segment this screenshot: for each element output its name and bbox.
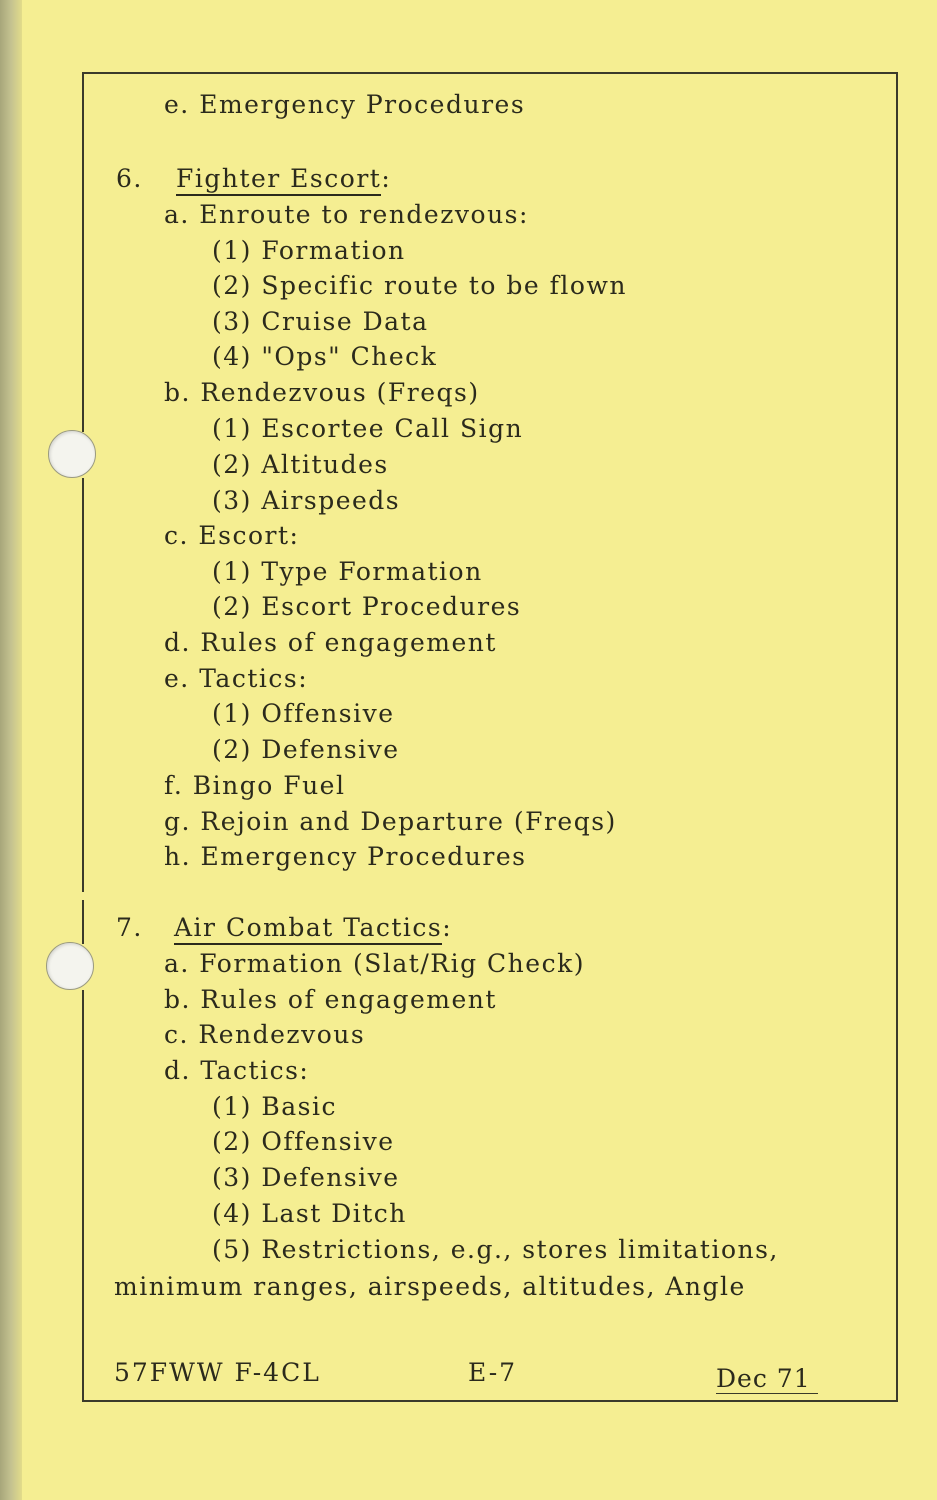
outline-item: b. Rendezvous (Freqs) [164, 378, 480, 407]
heading-colon: : [442, 913, 453, 942]
outline-item: h. Emergency Procedures [164, 842, 527, 871]
footer-doc-id: 57FWW F-4CL [114, 1358, 321, 1387]
outline-item: (3) Cruise Data [212, 307, 429, 336]
outline-item: (2) Altitudes [212, 450, 389, 479]
border-segment [82, 990, 84, 1400]
outline-item: e. Tactics: [164, 664, 309, 693]
outline-item: (5) Restrictions, e.g., stores limitations, [212, 1235, 779, 1264]
footer-date-rule [716, 1393, 818, 1394]
outline-item: b. Rules of engagement [164, 985, 497, 1014]
footer-date: Dec 71 [716, 1364, 811, 1393]
outline-item: (1) Basic [212, 1092, 337, 1121]
binding-edge [0, 0, 22, 1500]
outline-item: (2) Defensive [212, 735, 400, 764]
outline-item: (4) "Ops" Check [212, 342, 438, 371]
outline-item: f. Bingo Fuel [164, 771, 346, 800]
outline-item: 7. [116, 913, 143, 942]
outline-item: g. Rejoin and Departure (Freqs) [164, 807, 617, 836]
border-segment [82, 478, 84, 892]
outline-item: 6. [116, 164, 143, 193]
section-heading [174, 913, 452, 943]
outline-item: (2) Specific route to be flown [212, 271, 627, 300]
outline-item: d. Rules of engagement [164, 628, 497, 657]
outline-item: minimum ranges, airspeeds, altitudes, Angle [114, 1272, 746, 1301]
outline-item: (1) Offensive [212, 699, 395, 728]
outline-item: (3) Airspeeds [212, 486, 401, 515]
outline-item: (2) Escort Procedures [212, 592, 522, 621]
heading-colon: : [381, 164, 392, 193]
outline-item: d. Tactics: [164, 1056, 310, 1085]
section-heading [176, 164, 391, 194]
border-segment [82, 72, 84, 432]
heading-text: Fighter Escort [176, 164, 381, 196]
outline-item: e. Emergency Procedures [164, 90, 526, 119]
outline-item: a. Enroute to rendezvous: [164, 200, 529, 229]
footer-page-number: E-7 [468, 1358, 518, 1387]
outline-item: c. Rendezvous [164, 1020, 366, 1049]
heading-text: Air Combat Tactics [174, 913, 442, 945]
outline-item: c. Escort: [164, 521, 300, 550]
outline-item: (4) Last Ditch [212, 1199, 407, 1228]
outline-item: (1) Formation [212, 236, 406, 265]
outline-item: (3) Defensive [212, 1163, 400, 1192]
outline-item: a. Formation (Slat/Rig Check) [164, 949, 585, 978]
outline-item: (2) Offensive [212, 1127, 395, 1156]
outline-item: (1) Type Formation [212, 557, 483, 586]
outline-item: (1) Escortee Call Sign [212, 414, 524, 443]
border-segment [82, 900, 84, 944]
